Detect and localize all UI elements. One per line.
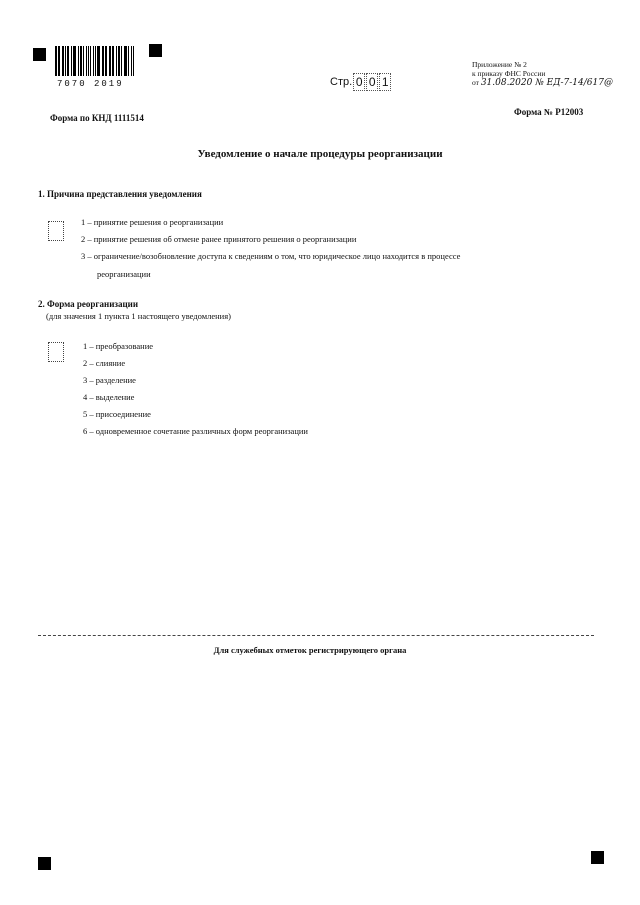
barcode-bar <box>125 46 127 76</box>
barcode-bar <box>86 46 87 76</box>
barcode-bar <box>74 46 76 76</box>
barcode-bar <box>78 46 79 76</box>
barcode-bar <box>105 46 107 76</box>
option-text: присоединение <box>95 409 151 419</box>
option-text: выделение <box>95 392 135 402</box>
option-text: разделение <box>95 375 136 385</box>
barcode-bar <box>62 46 64 76</box>
barcode-bar <box>131 46 132 76</box>
option-number: 5 <box>83 409 88 419</box>
page-digit: 0 <box>366 73 378 91</box>
option-number: 4 <box>83 392 88 402</box>
section2-option: 4 – выделение <box>83 392 135 402</box>
form-number: Форма № Р12003 <box>514 107 584 117</box>
appendix-handwritten-date: 31.08.2020 № ЕД-7-14/617@ <box>480 78 613 88</box>
form-knd-code: Форма по КНД 1111514 <box>50 113 144 123</box>
page-digit: 1 <box>379 73 391 91</box>
appendix-line-3 <box>472 78 613 88</box>
barcode-bar <box>88 46 90 76</box>
barcode-bar <box>102 46 103 76</box>
registration-marker-top-left <box>33 48 46 61</box>
barcode-bar <box>110 46 111 76</box>
section1-heading: 1. Причина представления уведомления <box>38 189 202 199</box>
page-digit: 0 <box>353 73 365 91</box>
option-text: одновременное сочетание различных форм реорганизации <box>95 426 308 436</box>
section1-option: 1 – принятие решения о реорганизации <box>81 217 224 227</box>
document-title: Уведомление о начале процедуры реорганизации <box>197 148 443 160</box>
barcode-bar <box>112 46 114 76</box>
barcode-bar <box>103 46 104 76</box>
barcode-bar <box>73 46 74 76</box>
barcode-bar <box>90 46 91 76</box>
page-label: Стр. <box>330 76 353 88</box>
registration-marker-top-right <box>149 44 162 57</box>
section2-option: 3 – разделение <box>83 375 136 385</box>
section2-note: (для значения 1 пункта 1 настоящего уведомления) <box>46 311 231 321</box>
section2-option: 5 – присоединение <box>83 409 151 419</box>
appendix-line-2: к приказу ФНС России <box>472 69 546 78</box>
section1-answer-cell[interactable] <box>48 221 64 241</box>
barcode-bar <box>55 46 57 76</box>
barcode-bar <box>116 46 117 76</box>
barcode-bar <box>128 46 129 76</box>
option-text: преобразование <box>95 341 154 351</box>
barcode-bar <box>65 46 66 76</box>
barcode-bar <box>124 46 125 76</box>
barcode-bar <box>93 46 94 76</box>
barcode-bar <box>118 46 120 76</box>
section1-option: 3 – ограничение/возобновление доступа к сведениям о том, что юридическое лицо находится в процессе <box>81 251 461 261</box>
barcode-bar <box>67 46 69 76</box>
section2-option: 2 – слияние <box>83 358 126 368</box>
barcode-bar <box>133 46 135 76</box>
option-text: слияние <box>95 358 126 368</box>
appendix-note <box>472 60 613 88</box>
option-number: 3 <box>83 375 88 385</box>
barcode-bar <box>97 46 99 76</box>
page-number <box>330 73 391 91</box>
service-divider <box>38 635 594 636</box>
section1-option: 2 – принятие решения об отмене ранее принятого решения о реорганизации <box>81 234 357 244</box>
registration-marker-bottom-right <box>591 851 604 864</box>
section2-option: 1 – преобразование <box>83 341 154 351</box>
barcode-bar <box>58 46 59 76</box>
appendix-date-prefix: от <box>472 78 479 87</box>
barcode-number: 7070 2019 <box>57 79 124 89</box>
section2-answer-cell[interactable] <box>48 342 64 362</box>
barcode-bar <box>59 46 60 76</box>
barcode-bar <box>95 46 97 76</box>
option-number: 2 <box>83 358 88 368</box>
barcode-bar <box>121 46 122 76</box>
section2-option: 6 – одновременное сочетание различных форм реорганизации <box>83 426 308 436</box>
section2-heading: 2. Форма реорганизации <box>38 299 139 309</box>
section1-option-continued: реорганизации <box>97 269 151 279</box>
registration-marker-bottom-left <box>38 857 51 870</box>
barcode-bar <box>83 46 84 76</box>
service-marks-label: Для служебных отметок регистрирующего органа <box>213 645 407 655</box>
option-number: 6 <box>83 426 88 436</box>
barcode-bar <box>80 46 82 76</box>
appendix-line-1: Приложение № 2 <box>472 60 527 69</box>
barcode-bar <box>109 46 110 76</box>
option-number: 1 <box>83 341 88 351</box>
barcode <box>55 46 135 76</box>
barcode-bar <box>71 46 72 76</box>
